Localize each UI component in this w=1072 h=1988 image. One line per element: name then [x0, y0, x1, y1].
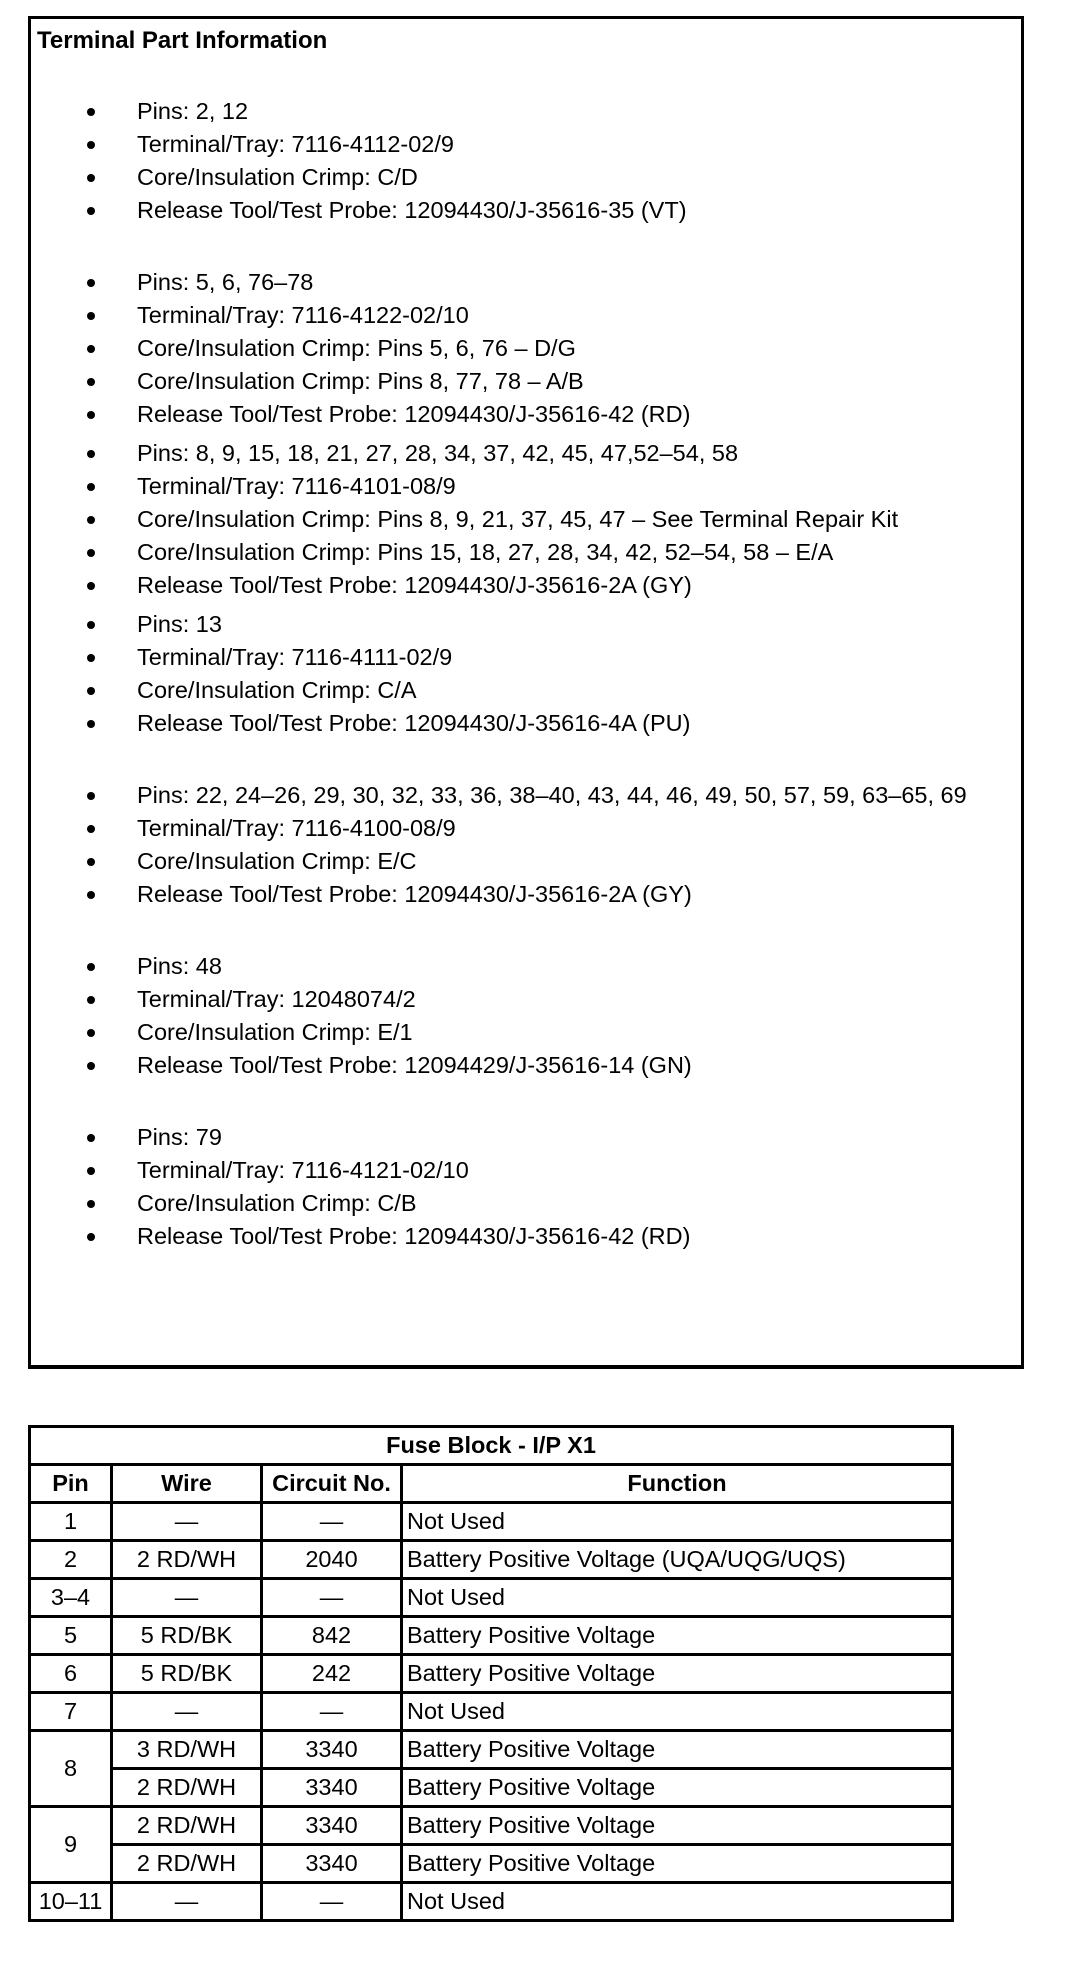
- bullet-icon: [87, 483, 95, 491]
- terminal-info-item: [31, 1121, 1021, 1154]
- function-cell: Battery Positive Voltage: [402, 1807, 953, 1845]
- terminal-info-item: [31, 437, 1021, 470]
- terminal-group: [31, 950, 1021, 1121]
- bullet-icon: [87, 108, 95, 116]
- terminal-info-item: [31, 1220, 1021, 1253]
- table-row: [30, 1655, 953, 1693]
- terminal-info-text: Release Tool/Test Probe: 12094429/J-35616-14 (GN): [137, 1052, 692, 1078]
- terminal-info-text: Release Tool/Test Probe: 12094430/J-35616-35 (VT): [137, 197, 687, 223]
- terminal-group: [31, 608, 1021, 779]
- pin-cell: 7: [30, 1693, 112, 1731]
- wire-cell: 5 RD/BK: [112, 1655, 262, 1693]
- terminal-info-text: Release Tool/Test Probe: 12094430/J-35616-2A (GY): [137, 572, 692, 598]
- wire-cell: —: [112, 1503, 262, 1541]
- terminal-info-item: [31, 194, 1021, 227]
- terminal-info-text: Pins: 22, 24–26, 29, 30, 32, 33, 36, 38–40, 43, 44, 46, 49, 50, 57, 59, 63–65, 69: [137, 782, 967, 808]
- function-cell: Not Used: [402, 1579, 953, 1617]
- terminal-info-item: [31, 641, 1021, 674]
- bullet-icon: [87, 1200, 95, 1208]
- terminal-info-item: [31, 845, 1021, 878]
- pin-cell: 5: [30, 1617, 112, 1655]
- function-cell: Battery Positive Voltage: [402, 1731, 953, 1769]
- bullet-icon: [87, 378, 95, 386]
- terminal-info-item: [31, 503, 1021, 536]
- table-row: [30, 1807, 953, 1845]
- terminal-info-text: Terminal/Tray: 7116-4101-08/9: [137, 473, 456, 499]
- bullet-icon: [87, 312, 95, 320]
- bullet-icon: [87, 1062, 95, 1070]
- bullet-icon: [87, 279, 95, 287]
- bullet-icon: [87, 549, 95, 557]
- terminal-info-text: Pins: 5, 6, 76–78: [137, 269, 314, 295]
- terminal-info-item: [31, 1016, 1021, 1049]
- terminal-info-text: Release Tool/Test Probe: 12094430/J-35616-2A (GY): [137, 881, 692, 907]
- terminal-info-text: Core/Insulation Crimp: Pins 8, 9, 21, 37, 45, 47 – See Terminal Repair Kit: [137, 506, 899, 532]
- bullet-icon: [87, 141, 95, 149]
- wire-cell: 2 RD/WH: [112, 1769, 262, 1807]
- terminal-info-item: [31, 707, 1021, 740]
- terminal-info-text: Terminal/Tray: 7116-4111-02/9: [137, 644, 453, 670]
- wire-cell: —: [112, 1883, 262, 1921]
- terminal-info-text: Release Tool/Test Probe: 12094430/J-35616-4A (PU): [137, 710, 691, 736]
- wire-cell: 2 RD/WH: [112, 1541, 262, 1579]
- terminal-info-text: Core/Insulation Crimp: C/D: [137, 164, 418, 190]
- terminal-group: [31, 266, 1021, 437]
- table-row: [30, 1541, 953, 1579]
- table-row: [30, 1845, 953, 1883]
- bullet-icon: [87, 582, 95, 590]
- table-row: [30, 1693, 953, 1731]
- terminal-info-text: Core/Insulation Crimp: Pins 5, 6, 76 – D/G: [137, 335, 576, 361]
- terminal-info-item: [31, 569, 1021, 602]
- circuit-cell: 3340: [262, 1769, 402, 1807]
- bullet-icon: [87, 1233, 95, 1241]
- terminal-info-text: Core/Insulation Crimp: C/B: [137, 1190, 417, 1216]
- function-cell: Battery Positive Voltage: [402, 1617, 953, 1655]
- terminal-info-text: Release Tool/Test Probe: 12094430/J-35616-42 (RD): [137, 401, 691, 427]
- terminal-info-text: Core/Insulation Crimp: E/C: [137, 848, 417, 874]
- terminal-group: [31, 779, 1021, 950]
- bullet-icon: [87, 450, 95, 458]
- function-cell: Battery Positive Voltage: [402, 1845, 953, 1883]
- terminal-info-text: Pins: 48: [137, 953, 222, 979]
- table-row: [30, 1503, 953, 1541]
- fuse-table-body: [30, 1503, 953, 1921]
- header-pin: Pin: [30, 1465, 112, 1503]
- terminal-info-text: Pins: 79: [137, 1124, 222, 1150]
- pin-cell: 9: [30, 1807, 112, 1883]
- terminal-info-item: [31, 128, 1021, 161]
- terminal-info-item: [31, 1154, 1021, 1187]
- wire-cell: 3 RD/WH: [112, 1731, 262, 1769]
- bullet-icon: [87, 621, 95, 629]
- bullet-icon: [87, 1167, 95, 1175]
- table-row: [30, 1617, 953, 1655]
- wire-cell: —: [112, 1693, 262, 1731]
- terminal-info-item: [31, 950, 1021, 983]
- bullet-icon: [87, 825, 95, 833]
- terminal-info-item: [31, 812, 1021, 845]
- terminal-info-item: [31, 983, 1021, 1016]
- header-circuit: Circuit No.: [262, 1465, 402, 1503]
- bullet-icon: [87, 891, 95, 899]
- pin-cell: 8: [30, 1731, 112, 1807]
- terminal-info-item: [31, 878, 1021, 911]
- header-wire: Wire: [112, 1465, 262, 1503]
- circuit-cell: 842: [262, 1617, 402, 1655]
- circuit-cell: 242: [262, 1655, 402, 1693]
- terminal-info-item: [31, 1187, 1021, 1220]
- terminal-info-text: Pins: 2, 12: [137, 98, 249, 124]
- terminal-group: [31, 95, 1021, 266]
- wire-cell: 2 RD/WH: [112, 1807, 262, 1845]
- terminal-info-text: Terminal/Tray: 7116-4121-02/10: [137, 1157, 469, 1183]
- terminal-groups: [31, 95, 1021, 1292]
- circuit-cell: —: [262, 1503, 402, 1541]
- bullet-icon: [87, 345, 95, 353]
- bullet-icon: [87, 963, 95, 971]
- terminal-info-item: [31, 470, 1021, 503]
- bullet-icon: [87, 207, 95, 215]
- pin-cell: 2: [30, 1541, 112, 1579]
- wire-cell: 2 RD/WH: [112, 1845, 262, 1883]
- pin-cell: 1: [30, 1503, 112, 1541]
- function-cell: Battery Positive Voltage: [402, 1655, 953, 1693]
- wire-cell: —: [112, 1579, 262, 1617]
- terminal-info-text: Pins: 8, 9, 15, 18, 21, 27, 28, 34, 37, 42, 45, 47,52–54, 58: [137, 440, 739, 466]
- terminal-part-information-box: [28, 16, 1024, 1369]
- table-row: [30, 1579, 953, 1617]
- table-row: [30, 1883, 953, 1921]
- terminal-info-text: Terminal/Tray: 7116-4100-08/9: [137, 815, 456, 841]
- terminal-info-item: [31, 1049, 1021, 1082]
- bullet-icon: [87, 858, 95, 866]
- function-cell: Not Used: [402, 1503, 953, 1541]
- terminal-info-item: [31, 608, 1021, 641]
- function-cell: Battery Positive Voltage: [402, 1769, 953, 1807]
- terminal-info-text: Terminal/Tray: 7116-4112-02/9: [137, 131, 454, 157]
- circuit-cell: 2040: [262, 1541, 402, 1579]
- table-row: [30, 1769, 953, 1807]
- terminal-info-text: Core/Insulation Crimp: C/A: [137, 677, 417, 703]
- function-cell: Not Used: [402, 1883, 953, 1921]
- terminal-group: [31, 437, 1021, 608]
- terminal-info-text: Core/Insulation Crimp: Pins 8, 77, 78 – A/B: [137, 368, 584, 394]
- bullet-icon: [87, 996, 95, 1004]
- circuit-cell: 3340: [262, 1807, 402, 1845]
- terminal-group: [31, 1121, 1021, 1292]
- circuit-cell: —: [262, 1883, 402, 1921]
- terminal-info-item: [31, 365, 1021, 398]
- terminal-info-item: [31, 299, 1021, 332]
- bullet-icon: [87, 174, 95, 182]
- pin-cell: 3–4: [30, 1579, 112, 1617]
- fuse-table-title: Fuse Block - I/P X1: [30, 1427, 953, 1465]
- bullet-icon: [87, 720, 95, 728]
- bullet-icon: [87, 654, 95, 662]
- bullet-icon: [87, 792, 95, 800]
- terminal-info-item: [31, 779, 1021, 812]
- terminal-info-item: [31, 266, 1021, 299]
- function-cell: Battery Positive Voltage (UQA/UQG/UQS): [402, 1541, 953, 1579]
- terminal-info-item: [31, 332, 1021, 365]
- terminal-info-text: Pins: 13: [137, 611, 222, 637]
- terminal-info-item: [31, 398, 1021, 431]
- circuit-cell: —: [262, 1579, 402, 1617]
- terminal-info-title: Terminal Part Information: [37, 27, 328, 54]
- terminal-info-item: [31, 95, 1021, 128]
- fuse-block-table: [28, 1425, 954, 1922]
- bullet-icon: [87, 516, 95, 524]
- pin-cell: 6: [30, 1655, 112, 1693]
- terminal-info-text: Core/Insulation Crimp: E/1: [137, 1019, 413, 1045]
- terminal-info-item: [31, 161, 1021, 194]
- terminal-info-item: [31, 536, 1021, 569]
- bullet-icon: [87, 1029, 95, 1037]
- circuit-cell: 3340: [262, 1731, 402, 1769]
- terminal-info-text: Core/Insulation Crimp: Pins 15, 18, 27, 28, 34, 42, 52–54, 58 – E/A: [137, 539, 834, 565]
- table-row: [30, 1731, 953, 1769]
- circuit-cell: 3340: [262, 1845, 402, 1883]
- terminal-info-item: [31, 674, 1021, 707]
- terminal-info-text: Terminal/Tray: 7116-4122-02/10: [137, 302, 469, 328]
- bullet-icon: [87, 1134, 95, 1142]
- bullet-icon: [87, 411, 95, 419]
- circuit-cell: —: [262, 1693, 402, 1731]
- pin-cell: 10–11: [30, 1883, 112, 1921]
- terminal-info-text: Release Tool/Test Probe: 12094430/J-35616-42 (RD): [137, 1223, 691, 1249]
- function-cell: Not Used: [402, 1693, 953, 1731]
- bullet-icon: [87, 687, 95, 695]
- header-function: Function: [402, 1465, 953, 1503]
- terminal-info-text: Terminal/Tray: 12048074/2: [137, 986, 416, 1012]
- wire-cell: 5 RD/BK: [112, 1617, 262, 1655]
